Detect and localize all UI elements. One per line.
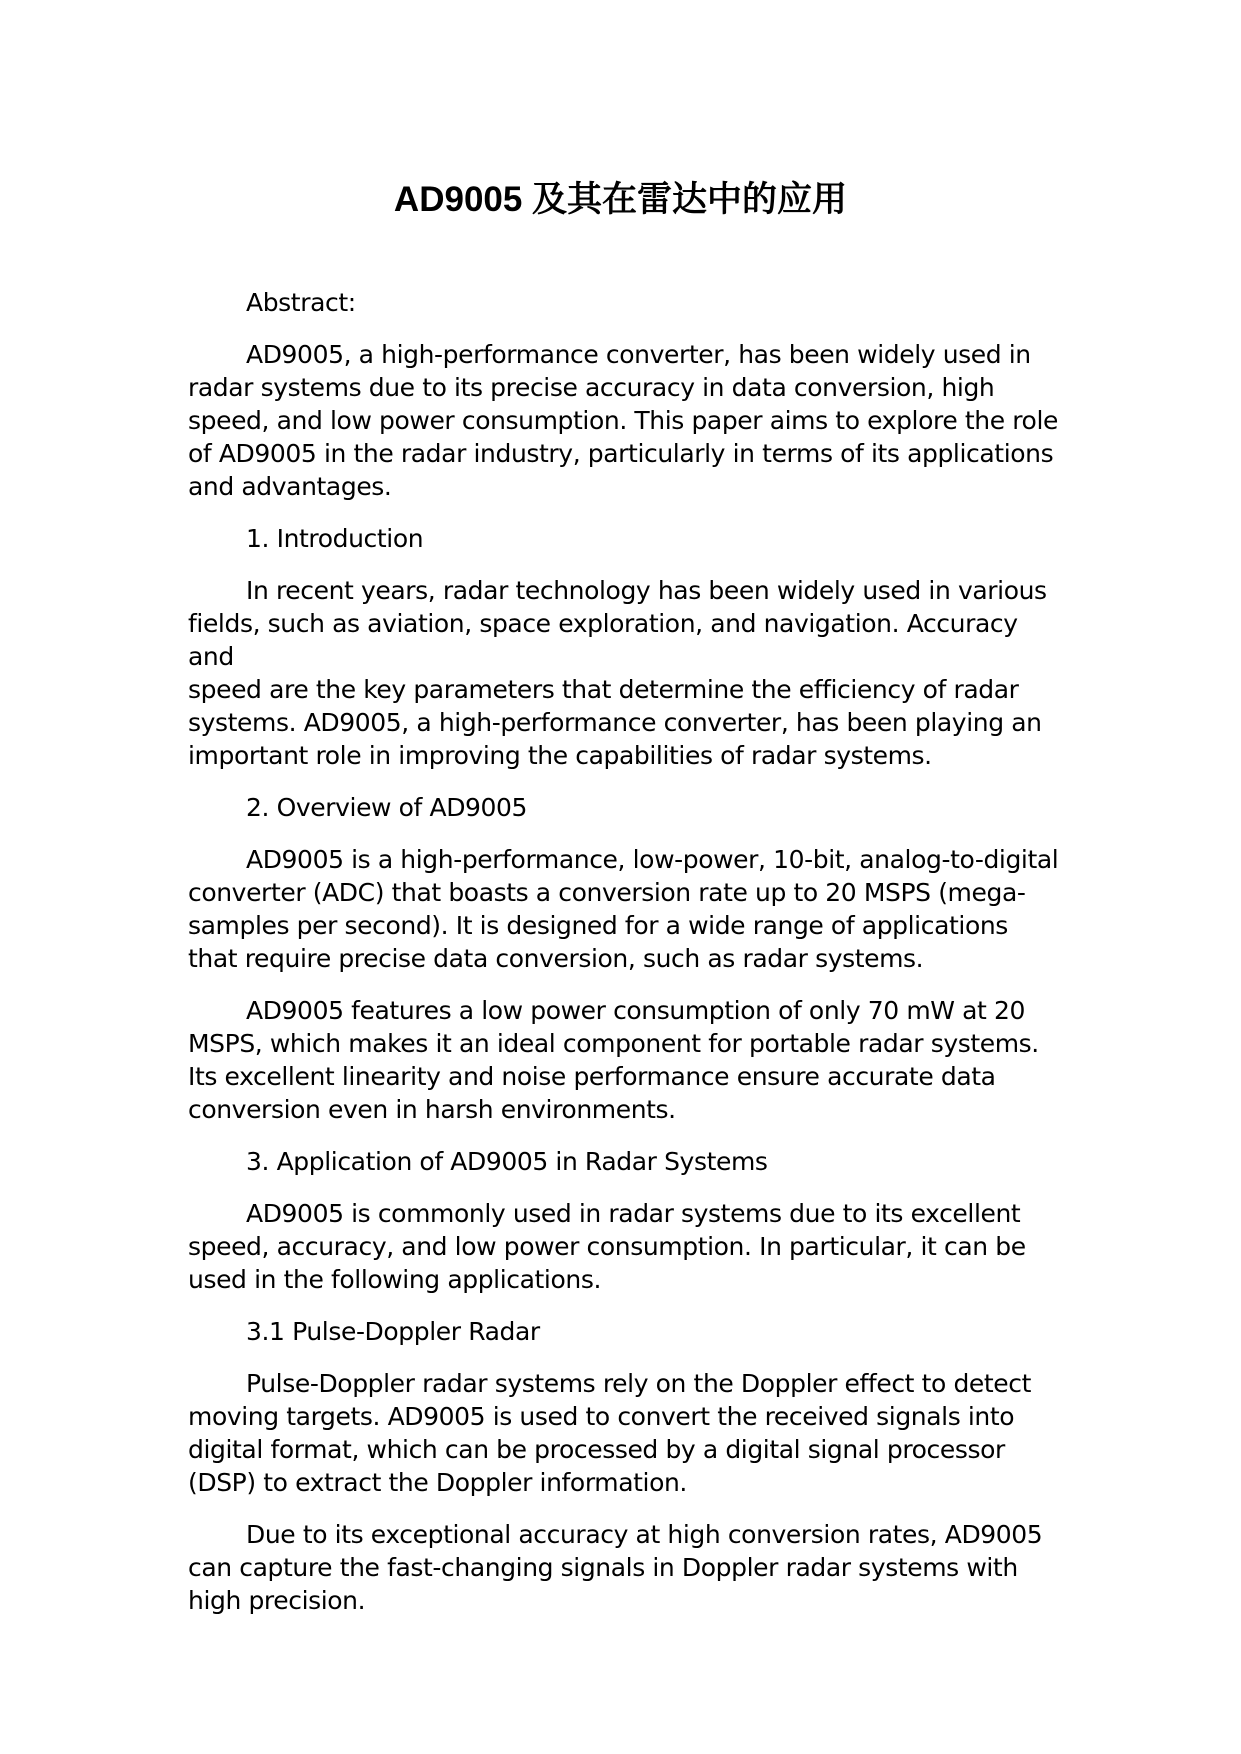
document-body <box>188 286 1068 1636</box>
paragraph-line: of AD9005 in the radar industry, particularly in terms of its applications <box>188 439 1054 468</box>
paragraph <box>188 574 1068 772</box>
section-heading: 3. Application of AD9005 in Radar Systems <box>246 1147 768 1176</box>
paragraph <box>188 1197 1068 1296</box>
paragraph-line: Pulse-Doppler radar systems rely on the Doppler effect to detect <box>246 1369 1032 1398</box>
paragraph-line: digital format, which can be processed by a digital signal processor <box>188 1435 1005 1464</box>
paragraph-line: AD9005 features a low power consumption of only 70 mW at 20 <box>246 996 1026 1025</box>
paragraph <box>188 1518 1068 1617</box>
paragraph-line: fields, such as aviation, space exploration, and navigation. Accuracy and <box>188 609 1018 671</box>
paragraph-line: moving targets. AD9005 is used to convert the received signals into <box>188 1402 1015 1431</box>
section-heading: Abstract: <box>246 288 356 317</box>
paragraph-line: AD9005, a high-performance converter, has been widely used in <box>246 340 1031 369</box>
paragraph <box>188 994 1068 1126</box>
paragraph <box>188 843 1068 975</box>
paragraph-line: In recent years, radar technology has been widely used in various <box>246 576 1047 605</box>
section-heading: 1. Introduction <box>246 524 424 553</box>
paragraph-line: MSPS, which makes it an ideal component for portable radar systems. <box>188 1029 1039 1058</box>
paragraph-line: important role in improving the capabilities of radar systems. <box>188 741 932 770</box>
paragraph-line: Due to its exceptional accuracy at high conversion rates, AD9005 <box>246 1520 1043 1549</box>
paragraph-line: conversion even in harsh environments. <box>188 1095 676 1124</box>
paragraph-line: systems. AD9005, a high-performance converter, has been playing an <box>188 708 1042 737</box>
paragraph-line: can capture the fast-changing signals in Doppler radar systems with <box>188 1553 1018 1582</box>
paragraph-line: Its excellent linearity and noise performance ensure accurate data <box>188 1062 996 1091</box>
paragraph-line: speed, accuracy, and low power consumption. In particular, it can be <box>188 1232 1026 1261</box>
paragraph-line: high precision. <box>188 1586 366 1615</box>
paragraph-line: AD9005 is commonly used in radar systems due to its excellent <box>246 1199 1021 1228</box>
paragraph-line: speed are the key parameters that determine the efficiency of radar <box>188 675 1019 704</box>
paragraph-line: converter (ADC) that boasts a conversion rate up to 20 MSPS (mega- <box>188 878 1026 907</box>
paragraph-line: used in the following applications. <box>188 1265 601 1294</box>
paragraph-line: and advantages. <box>188 472 392 501</box>
paragraph-line: AD9005 is a high-performance, low-power, 10-bit, analog-to-digital <box>246 845 1059 874</box>
section-heading: 2. Overview of AD9005 <box>246 793 528 822</box>
document-title: AD9005 及其在雷达中的应用 <box>393 180 848 219</box>
paragraph-line: samples per second). It is designed for a wide range of applications <box>188 911 1008 940</box>
paragraph <box>188 1367 1068 1499</box>
section-heading: 3.1 Pulse-Doppler Radar <box>246 1317 540 1346</box>
paragraph-line: radar systems due to its precise accuracy in data conversion, high <box>188 373 995 402</box>
paragraph-line: that require precise data conversion, such as radar systems. <box>188 944 924 973</box>
paragraph-line: (DSP) to extract the Doppler information. <box>188 1468 687 1497</box>
paragraph-line: speed, and low power consumption. This paper aims to explore the role <box>188 406 1058 435</box>
paragraph <box>188 338 1068 503</box>
